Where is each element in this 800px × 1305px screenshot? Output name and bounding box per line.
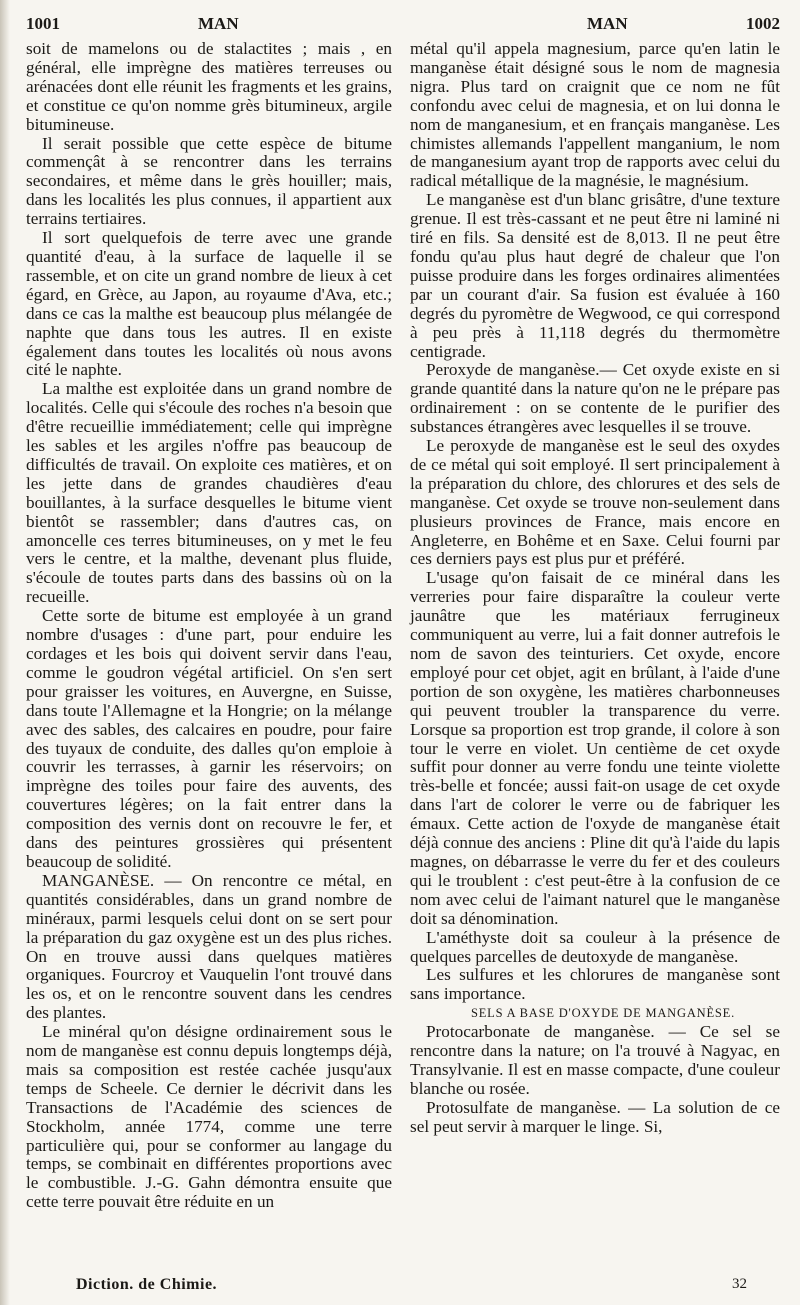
- paragraph: L'améthyste doit sa couleur à la présence de quelques parcelles de deutoxyde de manganèse.: [410, 927, 780, 966]
- paragraph: Le manganèse est d'un blanc grisâtre, d'une texture grenue. Il est très-cassant et ne peut être ni laminé ni tiré en fils. Sa densité est de 8,013. Il ne peut être fondu qu'au plus haut degré de chaleur que l'on puisse produire dans les forges ordinaires alimentées par un courant d'air. Sa fusion est évaluée à 160 degrés du pyromètre de Wegwood, ce qui correspond à peu près à 11,118 degrés du thermomètre centigrade.: [410, 190, 780, 361]
- paragraph: La malthe est exploitée dans un grand nombre de localités. Celle qui s'écoule des roches n'a besoin que d'être recueillie immédiatement; celle qui imprègne les sables et les argiles n'offre pas beaucoup de difficultés de travail. On exploite ces matières, et on les jette dans de grandes chaudières d'eau bouillantes, à la surface desquelles le bitume vient bientôt se rassembler; dans d'autres cas, on amoncelle ces terres bitumineuses, on y met le feu vers le centre, et la malthe, devenant plus fluide, s'écoule de toutes parts dans des bassins où on la recueille.: [26, 379, 392, 607]
- page-gutter-shadow: [0, 0, 10, 1305]
- paragraph: Cette sorte de bitume est employée à un grand nombre d'usages : d'une part, pour enduire les cordages et les bois qui doivent servir dans l'eau, comme le goudron végétal artificiel. On s'en sert pour graisser les voitures, en Auvergne, en Suisse, dans toute l'Allemagne et la Hongrie; on la mélange avec des sables, des calcaires en poudre, pour faire des tuyaux de conduite, des dalles qu'on emploie à couvrir les terrasses, à garnir les réservoirs; on imprègne des toiles pour faire des auvents, des couvertures légères; on la fait entrer dans la composition des vernis dont on recouvre le fer, et dans des peintures grossières qui présentent beaucoup de solidité.: [26, 606, 392, 871]
- subentry-protocarbonate: Protocarbonate de manganèse. — Ce sel se rencontre dans la nature; on l'a trouvé à Nagyac, en Transylvanie. Il est en masse compacte, d'une couleur blanche ou rosée.: [410, 1022, 780, 1098]
- right-running-head: MAN: [587, 14, 628, 33]
- left-page-number: 1001: [26, 14, 60, 33]
- right-column: [410, 40, 780, 1137]
- paragraph: L'usage qu'on faisait de ce minéral dans les verreries pour faire disparaître la couleur verte jaunâtre que les matériaux ferrugineux communiquent au verre, lui a fait donner autrefois le nom de savon des teinturiers. Cet oxyde, encore employé pour cet objet, agit en brûlant, à l'aide d'une portion de son oxygène, les matières charbonneuses qui peuvent troubler la transparence du verre. Lorsque sa proportion est trop grande, il colore à son tour le verre en violet. Un centième de cet oxyde suffit pour donner au verre fondu une teinte violette très-belle et foncée; aussi fait-on usage de cet oxyde dans l'art de colorer le verre ou de fabriquer les émaux. Cette action de l'oxyde de manganèse était déjà connue des anciens : Pline dit qu'à l'aide du lapis magnes, on débarrasse le verre du fer et des couleurs qui le troublent : c'est peut-être à la confusion de ce nom avec celui de l'aimant naturel que le manganèse doit sa dénomination.: [410, 568, 780, 928]
- entry-manganese: MANGANÈSE. — On rencontre ce métal, en quantités considérables, dans un grand nombre de minéraux, parmi lesquels celui dont on se sert pour la préparation du gaz oxygène est un des plus riches. On en trouve aussi dans quelques matières organiques. Fourcroy et Vauquelin l'ont trouvé dans les os, et on le rencontre souvent dans les cendres des plantes.: [26, 870, 392, 1023]
- subentry-peroxyde: Peroxyde de manganèse.— Cet oxyde existe en si grande quantité dans la nature qu'on ne le prépare pas ordinairement : on se contente de le purifier des substances étrangères avec lesquelles il se trouve.: [410, 360, 780, 437]
- section-heading: SELS A BASE D'OXYDE DE MANGANÈSE.: [470, 1006, 736, 1021]
- left-column: [26, 40, 392, 1212]
- paragraph: Le minéral qu'on désigne ordinairement sous le nom de manganèse est connu depuis longtemps déjà, mais sa composition est restée cachée jusqu'aux temps de Scheele. Ce dernier le décrivit dans les Transactions de l'Académie des sciences de Stockholm, année 1774, comme une terre particulière qui, pour se conformer au langage du temps, se combinait en différentes proportions avec le combustible. J.-G. Gahn démontra ensuite que cette terre pouvait être réduite en un: [26, 1022, 392, 1212]
- right-page-number: 1002: [746, 14, 780, 33]
- running-header: [26, 14, 780, 38]
- paragraph: Il sort quelquefois de terre avec une grande quantité d'eau, à la surface de laquelle il se rassemble, et on cite un grand nombre de lieux à cet égard, en Grèce, au Japon, au royaume d'Ava, etc.; dans ce cas la malthe est beaucoup plus mélangée de naphte que dans tous les autres. Il en existe également dans toutes les localités où nous avons cité le naphte.: [26, 228, 392, 380]
- signature-number: 32: [732, 1276, 747, 1292]
- paragraph: soit de mamelons ou de stalactites ; mais , en général, elle imprègne des matières terreuses ou arénacées dont elle réunit les fragments et les grains, et constitue ce qu'on nomme grès bitumineux, argile bitumineuse.: [26, 39, 392, 134]
- paragraph: Il serait possible que cette espèce de bitume commençât à se rencontrer dans les terrains secondaires, et même dans le grès houiller; mais, dans les localités les plus connues, il appartient aux terrains tertiaires.: [26, 133, 392, 229]
- paragraph: Le peroxyde de manganèse est le seul des oxydes de ce métal qui soit employé. Il sert principalement à la préparation du chlore, des chlorures et des sels de manganèse. Cet oxyde se trouve non-seulement dans plusieurs provinces de France, mais encore en Angleterre, en Bohême et en Saxe. Celui fourni par ces derniers pays est plus pur et préféré.: [410, 436, 780, 569]
- subentry-protosulfate: Protosulfate de manganèse. — La solution de ce sel peut servir à marquer le linge. Si,: [410, 1097, 780, 1136]
- footer-dictionary-title: Diction. de Chimie.: [76, 1276, 218, 1293]
- paragraph: Les sulfures et les chlorures de manganèse sont sans importance.: [410, 965, 780, 1004]
- paragraph: métal qu'il appela magnesium, parce qu'en latin le manganèse était désigné sous le nom de magnesia nigra. Plus tard on craignit que ce nom ne fût confondu avec celui de magnesia, et on lui donna le nom de manganesium, et en français manganèse. Les chimistes allemands l'appellent manganium, le nom de manganesium ayant trop de rapports avec celui du radical métallique de la magnésie, le magnésium.: [410, 39, 780, 191]
- left-running-head: MAN: [198, 14, 239, 33]
